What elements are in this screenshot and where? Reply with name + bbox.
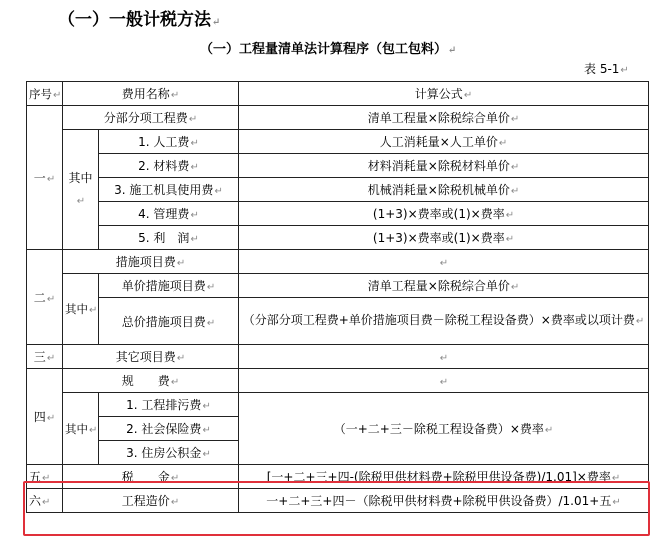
row-name: 规 费↵ <box>63 369 239 393</box>
table-header-row <box>27 82 649 106</box>
header-seq: 序号↵ <box>27 82 63 106</box>
row-formula: ↵ <box>239 250 649 274</box>
header-name: 费用名称↵ <box>63 82 239 106</box>
row-name: 单价措施项目费↵ <box>99 274 239 298</box>
row-name: 2. 材料费↵ <box>99 154 239 178</box>
table-row <box>27 202 649 226</box>
row-name: 分部分项工程费↵ <box>63 106 239 130</box>
row-subgroup: 其中↵ <box>63 130 99 250</box>
row-formula: 清单工程量×除税综合单价↵ <box>239 106 649 130</box>
table-row <box>27 369 649 393</box>
row-name: 工程造价↵ <box>63 489 239 513</box>
highlight-box <box>23 481 650 536</box>
calculation-procedure-table <box>26 81 649 513</box>
row-formula: ↵ <box>239 369 649 393</box>
row-formula: （分部分项工程费+单价措施项目费－除税工程设备费）×费率或以项计费↵ <box>239 298 649 345</box>
table-row <box>27 226 649 250</box>
row-seq: 六↵ <box>27 489 63 513</box>
row-name: 1. 工程排污费↵ <box>99 393 239 417</box>
row-name: 2. 社会保险费↵ <box>99 417 239 441</box>
row-formula: 清单工程量×除税综合单价↵ <box>239 274 649 298</box>
row-formula: 一+二+三+四－（除税甲供材料费+除税甲供设备费）/1.01+五↵ <box>239 489 649 513</box>
table-row <box>27 298 649 345</box>
row-subgroup: 其中↵ <box>63 274 99 345</box>
row-formula: （一+二+三－除税工程设备费）×费率↵ <box>239 393 649 465</box>
row-name: 税 金↵ <box>63 465 239 489</box>
table-row <box>27 274 649 298</box>
table-row <box>27 154 649 178</box>
row-name: 3. 施工机具使用费↵ <box>99 178 239 202</box>
table-row <box>27 393 649 417</box>
table-row <box>27 130 649 154</box>
row-seq: 二↵ <box>27 250 63 345</box>
row-formula: (1+3)×费率或(1)×费率↵ <box>239 226 649 250</box>
row-name: 措施项目费↵ <box>63 250 239 274</box>
section-heading: （一）一般计税方法↵ <box>58 10 221 30</box>
row-seq: 一↵ <box>27 106 63 250</box>
row-name: 其它项目费↵ <box>63 345 239 369</box>
row-name: 3. 住房公积金↵ <box>99 441 239 465</box>
row-formula: ↵ <box>239 345 649 369</box>
table-row <box>27 250 649 274</box>
table-row <box>27 178 649 202</box>
row-formula: 人工消耗量×人工单价↵ <box>239 130 649 154</box>
row-formula: 材料消耗量×除税材料单价↵ <box>239 154 649 178</box>
row-name: 4. 管理费↵ <box>99 202 239 226</box>
row-name: 5. 利 润↵ <box>99 226 239 250</box>
table-title: （一）工程量清单法计算程序（包工包料）↵ <box>200 42 457 57</box>
table-row <box>27 345 649 369</box>
row-seq: 四↵ <box>27 369 63 465</box>
header-formula: 计算公式↵ <box>239 82 649 106</box>
row-name: 总价措施项目费↵ <box>99 298 239 345</box>
row-name: 1. 人工费↵ <box>99 130 239 154</box>
row-subgroup: 其中↵ <box>63 393 99 465</box>
row-seq: 五↵ <box>27 465 63 489</box>
row-formula: (1+3)×费率或(1)×费率↵ <box>239 202 649 226</box>
table-number: 表 5-1↵ <box>584 62 629 76</box>
table-row <box>27 106 649 130</box>
row-formula: 机械消耗量×除税机械单价↵ <box>239 178 649 202</box>
row-formula: [一+二+三+四-(除税甲供材料费+除税甲供设备费)/1.01]×费率↵ <box>239 465 649 489</box>
row-seq: 三↵ <box>27 345 63 369</box>
